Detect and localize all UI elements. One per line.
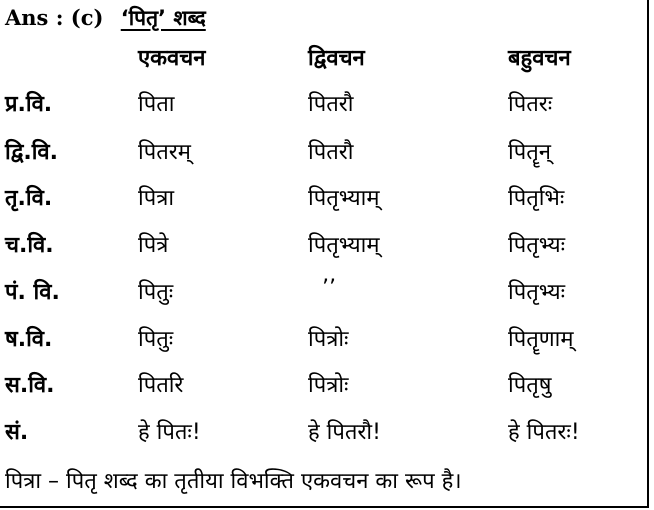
explanation-note: पित्रा – पितृ शब्द का तृतीया विभक्ति एकवचन का रूप है। xyxy=(5,469,462,494)
row-label: सं. xyxy=(5,420,29,445)
table-cell: हे पितः! xyxy=(138,420,201,445)
table-cell: पितरौ xyxy=(308,140,354,165)
table-cell: पितॄणाम् xyxy=(508,327,574,352)
answer-heading xyxy=(5,4,206,32)
table-cell: पितॄन् xyxy=(508,140,551,165)
declension-word: ‘पितृ’ शब्द xyxy=(120,6,206,30)
table-cell: पितृभ्यः xyxy=(508,233,566,258)
table-cell: पित्रोः xyxy=(308,373,349,398)
row-label: स.वि. xyxy=(5,373,55,398)
row-label: पं. वि. xyxy=(5,280,60,305)
table-cell: पितृभिः xyxy=(508,186,565,211)
table-cell: हे पितरः! xyxy=(508,420,580,445)
table-cell: पित्रे xyxy=(138,233,169,258)
table-cell: पितरम् xyxy=(138,140,191,165)
row-label: द्वि.वि. xyxy=(5,140,58,165)
column-header-plural: बहुवचन xyxy=(508,46,571,71)
column-header-dual: द्विवचन xyxy=(308,46,365,71)
table-cell: पितरः xyxy=(508,92,553,117)
row-label: च.वि. xyxy=(5,233,54,258)
table-cell: पित्रोः xyxy=(308,327,349,352)
answer-option: Ans : (c) xyxy=(5,5,104,30)
table-cell: पित्रा xyxy=(138,186,175,211)
column-header-singular: एकवचन xyxy=(138,46,206,71)
row-label: प्र.वि. xyxy=(5,92,53,117)
table-cell: पितृभ्याम् xyxy=(308,233,380,258)
table-cell: पितुः xyxy=(138,327,174,352)
ditto-mark: ’’ xyxy=(322,276,336,301)
table-cell: पितृभ्यः xyxy=(508,280,566,305)
table-cell: पितृभ्याम् xyxy=(308,186,380,211)
row-label: तृ.वि. xyxy=(5,186,53,211)
table-cell: पिता xyxy=(138,92,175,117)
table-cell: पितृषु xyxy=(508,373,552,398)
table-cell: पितुः xyxy=(138,280,174,305)
table-cell: पितरि xyxy=(138,373,184,398)
row-label: ष.वि. xyxy=(5,327,53,352)
table-cell: हे पितरौ! xyxy=(308,420,381,445)
table-cell: पितरौ xyxy=(308,92,354,117)
